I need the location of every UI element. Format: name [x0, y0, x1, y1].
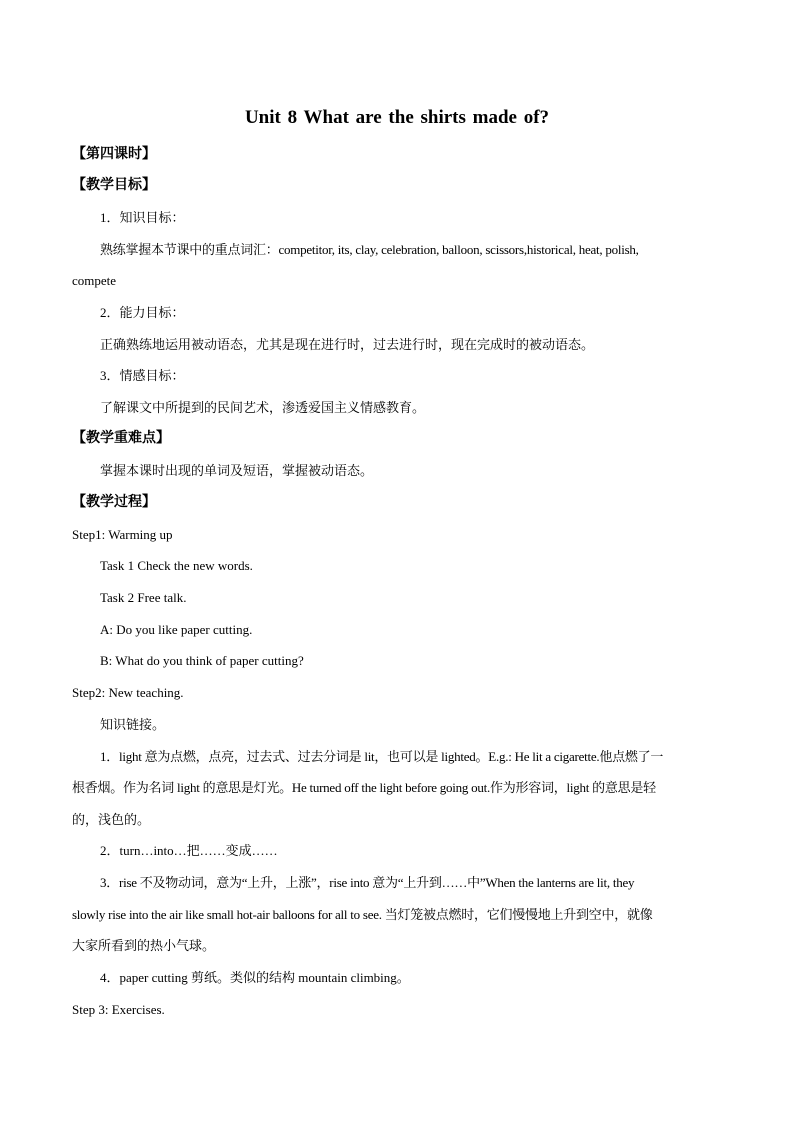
point2-text: 2．turn…into…把……变成……	[100, 843, 278, 858]
point1-line3: 的，浅色的。	[72, 812, 151, 827]
section-teaching-objectives: 【教学目标】	[72, 178, 156, 193]
step3-heading: Step 3: Exercises.	[72, 1002, 165, 1017]
step1-heading: Step1: Warming up	[72, 527, 173, 542]
task1-text: Task 1 Check the new words.	[100, 558, 253, 573]
dialog-line-a: A: Do you like paper cutting.	[100, 622, 253, 637]
section-key-points: 【教学重难点】	[72, 431, 170, 446]
objective-ability-label: 2．能力目标：	[100, 305, 185, 320]
dialog-line-b: B: What do you think of paper cutting?	[100, 653, 304, 668]
step2-heading: Step2: New teaching.	[72, 685, 184, 700]
document-title: Unit 8 What are the shirts made of?	[244, 107, 550, 128]
point3-line3: 大家所看到的热小气球。	[72, 938, 216, 953]
section-teaching-process: 【教学过程】	[72, 495, 156, 510]
objective-ability-text: 正确熟练地运用被动语态，尤其是现在进行时，过去进行时，现在完成时的被动语态。	[100, 337, 595, 352]
point3-line1: 3．rise 不及物动词，意为“上升，上涨”，rise into 意为“上升到……中”When the lanterns are lit, they	[100, 875, 635, 890]
knowledge-link-label: 知识链接。	[100, 717, 166, 732]
task2-text: Task 2 Free talk.	[100, 590, 187, 605]
objective-emotion-label: 3．情感目标：	[100, 368, 185, 383]
key-points-text: 掌握本课时出现的单词及短语，掌握被动语态。	[100, 463, 374, 478]
objective-emotion-text: 了解课文中所提到的民间艺术，渗透爱国主义情感教育。	[100, 400, 426, 415]
section-lesson-number: 【第四课时】	[72, 147, 156, 162]
point1-line2: 根香烟。作为名词 light 的意思是灯光。He turned off the light before going out.作为形容词，light 的意思是轻	[72, 780, 656, 795]
point1-line1: 1．light 意为点燃，点亮，过去式、过去分词是 lit，也可以是 lighted。E.g.: He lit a cigarette.他点燃了一	[100, 749, 664, 764]
objective-knowledge-label: 1．知识目标：	[100, 210, 185, 225]
point3-line2: slowly rise into the air like small hot-air balloons for all to see. 当灯笼被点燃时，它们慢慢地上升到空中，就像	[72, 907, 653, 922]
objective-knowledge-text: 熟练掌握本节课中的重点词汇：competitor, its, clay, celebration, balloon, scissors,historical, heat, polish,	[100, 242, 639, 257]
objective-knowledge-text-cont: compete	[72, 273, 117, 288]
point4-text: 4．paper cutting 剪纸。类似的结构 mountain climbing。	[100, 970, 410, 985]
